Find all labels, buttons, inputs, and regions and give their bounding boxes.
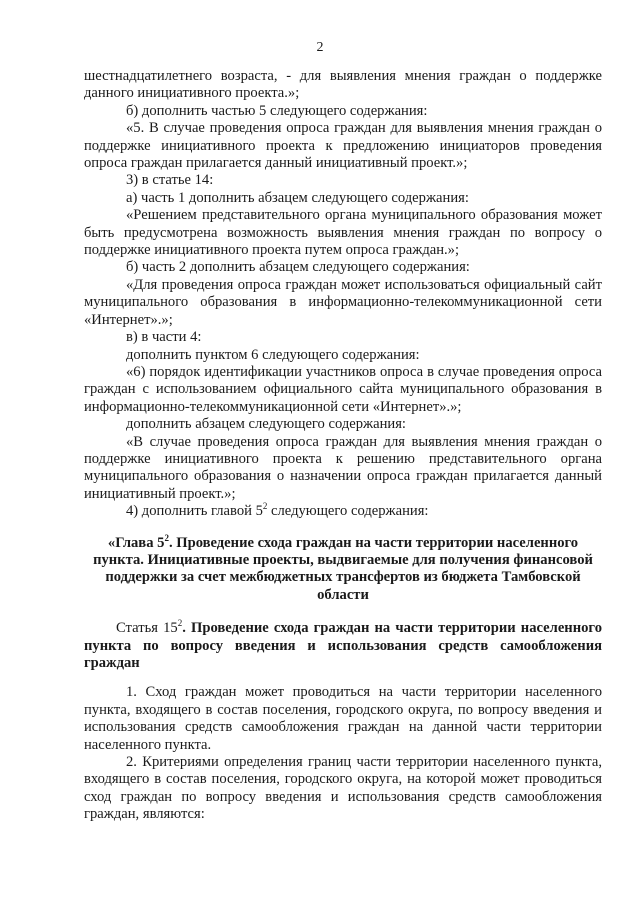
paragraph: дополнить пунктом 6 следующего содержания: <box>126 346 420 363</box>
chapter-heading <box>84 532 602 605</box>
paragraph: шестнадцатилетнего возраста, - для выявления мнения граждан о поддержке данного инициативного проекта.»; <box>84 68 602 102</box>
paragraph: дополнить абзацем следующего содержания: <box>126 416 406 433</box>
paragraph: б) дополнить частью 5 следующего содержания: <box>126 102 428 119</box>
paragraph-text: следующего содержания: <box>267 503 429 520</box>
paragraph: «В случае проведения опроса граждан для выявления мнения граждан о поддержке инициативного проекта к решению представительного органа муниципального образования о назначении опроса граждан прилагается данный инициативный проект.»; <box>84 433 602 502</box>
paragraph-text: 4) дополнить главой 5 <box>126 503 263 520</box>
chapter-prefix: «Глава 5 <box>107 534 165 551</box>
article-label: Статья 15 <box>116 620 178 637</box>
chapter-title: . Проведение схода граждан на части территории населенного пункта. Инициативные проекты, выдвигаемые для получения финансовой поддержки за счет межбюджетных трансфертов из бюджета Тамбовской области <box>93 534 593 603</box>
paragraph: «5. В случае проведения опроса граждан для выявления мнения граждан о поддержке инициативного проекта к предложению инициаторов проведения опроса граждан прилагается данный инициативный проект.»; <box>84 120 602 172</box>
superscript: 2 <box>164 532 169 543</box>
paragraph: б) часть 2 дополнить абзацем следующего содержания: <box>126 259 470 276</box>
list-item: 1. Сход граждан может проводиться на части территории населенного пункта, входящего в состав поселения, городского округа, по вопросу введения и использования средств самообложения граждан на данной части территории населенного пункта. <box>84 684 602 753</box>
paragraph: 3) в статье 14: <box>126 172 214 189</box>
paragraph: а) часть 1 дополнить абзацем следующего содержания: <box>126 189 469 206</box>
paragraph: «6) порядок идентификации участников опроса в случае проведения опроса граждан с использованием официального сайта муниципального образования в информационно-телекоммуникационной сети «Интернет».»; <box>84 363 602 415</box>
article-title: . Проведение схода граждан на части территории населенного пункта по вопросу введения и использования средств самообложения граждан <box>84 620 602 671</box>
paragraph: «Решением представительного органа муниципального образования может быть предусмотрена возможность выявления мнения граждан по вопросу о поддержке инициативного проекта путем опроса граждан.»; <box>84 207 602 259</box>
paragraph: «Для проведения опроса граждан может использоваться официальный сайт муниципального образования в информационно-телекоммуникационной сети «Интернет».»; <box>84 276 602 328</box>
article-heading <box>84 620 602 672</box>
list-item: 2. Критериями определения границ части территории населенного пункта, входящего в состав поселения, городского округа, на которой может проводиться сход граждан по вопросу введения и использования средств самообложения граждан, являются: <box>84 754 602 823</box>
superscript: 2 <box>262 501 268 512</box>
paragraph <box>84 503 602 520</box>
document-body <box>84 68 602 824</box>
page-number: 2 <box>316 40 324 55</box>
superscript: 2 <box>177 618 183 629</box>
paragraph: в) в части 4: <box>126 329 202 346</box>
